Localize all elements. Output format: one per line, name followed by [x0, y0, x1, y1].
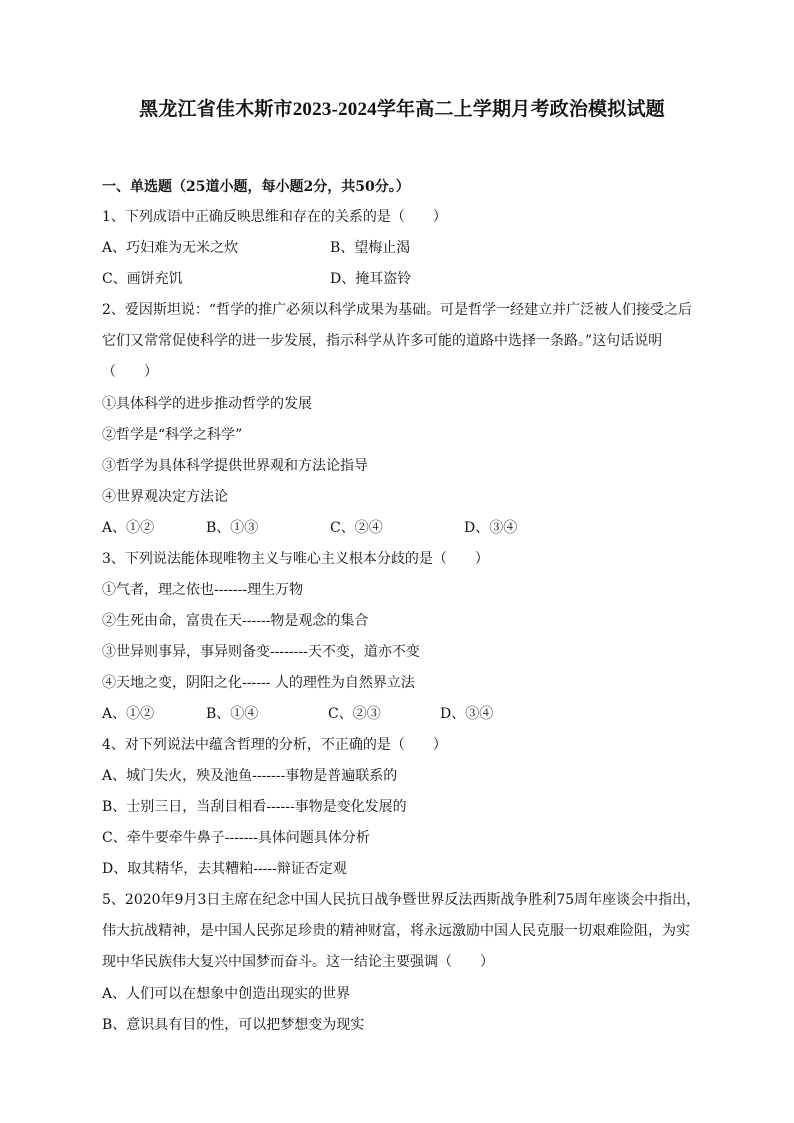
statement-item: ②生死由命，富贵在天------物是观念的集合: [102, 613, 369, 629]
question-4: [102, 736, 702, 878]
section-title: 一、单选题（25道小题，每小题2分，共50分。）: [102, 179, 410, 195]
question-stem: 3、下列说法能体现唯物主义与唯心主义根本分歧的是（ ）: [102, 551, 489, 567]
stem-line: 伟大抗战精神，是中国人民弥足珍贵的精神财富，将永远激励中国人民克服一切艰难险阻，为实: [102, 923, 690, 939]
option-a: A、城门失火，殃及池鱼-------事物是普遍联系的: [102, 768, 398, 784]
option-a: A、人们可以在想象中创造出现实的世界: [102, 986, 351, 1002]
option-b: B、①③: [206, 520, 259, 536]
stem-line: 5、2020年9月3日主席在纪念中国人民抗日战争暨世界反法西斯战争胜利75周年座谈会中指出，: [102, 892, 701, 908]
statement-item: ③世异则事异，事异则备变--------天不变，道亦不变: [102, 644, 420, 660]
option-b: B、望梅止渴: [330, 240, 411, 256]
option-row: [102, 239, 702, 257]
option-b: B、意识具有目的性，可以把梦想变为现实: [102, 1017, 365, 1033]
stem-line: 它们又常常促使科学的进一步发展，指示科学从许多可能的道路中选择一条路。”这句话说明: [102, 333, 663, 349]
option-a: A、①②: [102, 706, 155, 722]
document-title: 黑龙江省佳木斯市2023-2024学年高二上学期月考政治模拟试题: [139, 99, 665, 120]
option-b: B、士别三日，当刮目相看------事物是变化发展的: [102, 799, 407, 815]
question-1: [102, 208, 702, 288]
statement-item: ④世界观决定方法论: [102, 489, 228, 505]
question-5: [102, 885, 702, 1034]
stem-line: （ ）: [102, 364, 158, 380]
option-c: C、②④: [330, 520, 383, 536]
option-c: C、画饼充饥: [102, 271, 183, 287]
option-d: D、掩耳盗铃: [330, 271, 412, 287]
option-b: B、①④: [206, 706, 259, 722]
question-stem: [102, 295, 702, 388]
statement-item: ③哲学为具体科学提供世界观和方法论指导: [102, 458, 368, 474]
question-stem: 1、下列成语中正确反映思维和存在的关系的是（ ）: [102, 209, 447, 225]
option-d: D、③④: [464, 520, 518, 536]
option-a: A、巧妇难为无米之炊: [102, 240, 239, 256]
option-a: A、①②: [102, 520, 155, 536]
option-c: C、②③: [328, 706, 381, 722]
option-row: [102, 519, 702, 537]
option-d: D、③④: [440, 706, 494, 722]
option-row: [102, 270, 702, 288]
statement-item: ①气者，理之依也-------理生万物: [102, 582, 304, 598]
stem-line: 2、爱因斯坦说：“哲学的推广必须以科学成果为基础。可是哲学一经建立并广泛被人们接受之后: [102, 302, 693, 318]
option-c: C、牵牛要牵牛鼻子-------具体问题具体分析: [102, 830, 370, 846]
option-d: D、取其精华，去其糟粕-----辩证否定观: [102, 861, 347, 877]
option-row: [102, 705, 702, 723]
statement-item: ④天地之变，阴阳之化------ 人的理性为自然界立法: [102, 675, 415, 691]
statement-item: ②哲学是“科学之科学”: [102, 427, 243, 443]
stem-line: 现中华民族伟大复兴中国梦而奋斗。这一结论主要强调（ ）: [102, 954, 494, 970]
question-2: [102, 295, 702, 537]
question-stem: 4、对下列说法中蕴含哲理的分析，不正确的是（ ）: [102, 737, 447, 753]
statement-item: ①具体科学的进步推动哲学的发展: [102, 396, 312, 412]
question-stem: [102, 885, 702, 978]
question-3: [102, 550, 702, 723]
